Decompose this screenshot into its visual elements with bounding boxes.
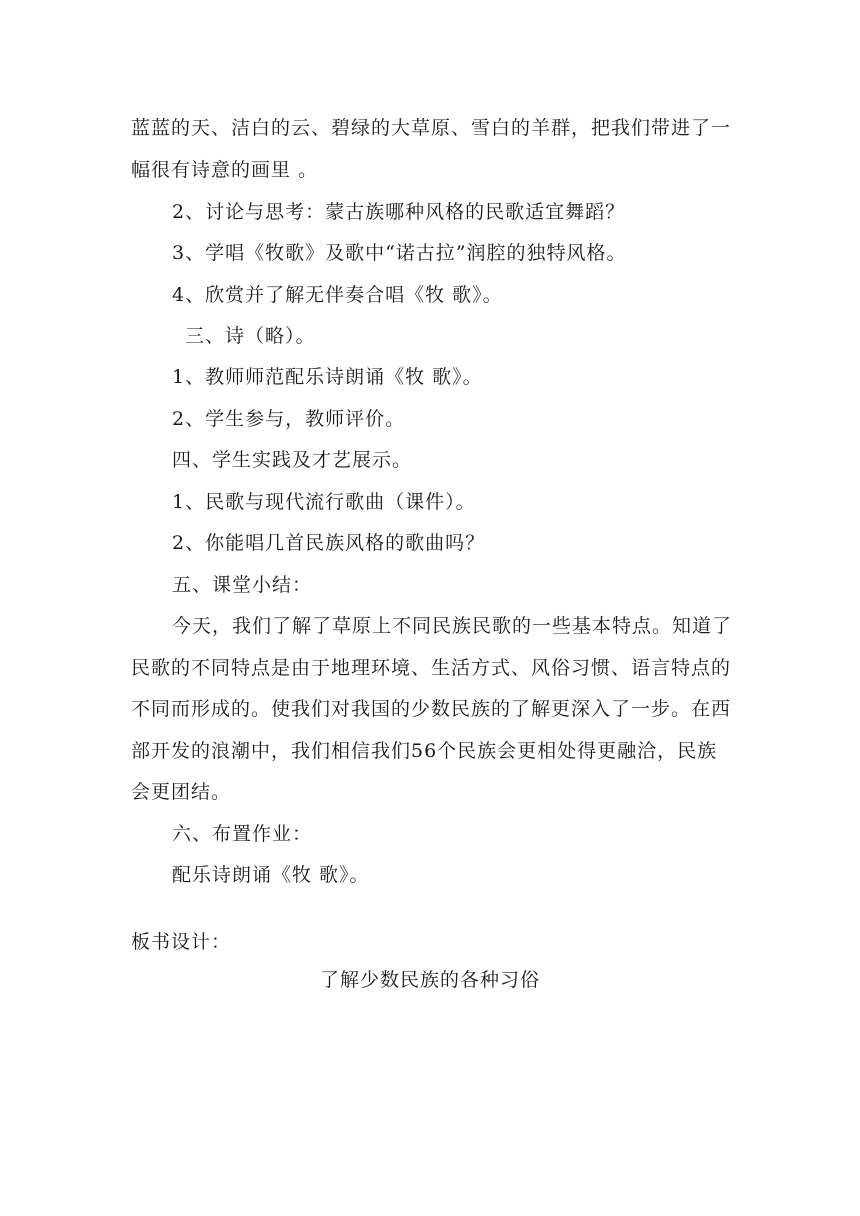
paragraph-line: 幅很有诗意的画里 。 <box>131 159 319 181</box>
list-item: 3、学唱《牧歌》及歌中“诺古拉”润腔的独特风格。 <box>172 242 627 264</box>
paragraph-line: 部开发的浪潮中，我们相信我们56个民族会更相处得更融洽，民族 <box>131 740 718 762</box>
paragraph-line: 蓝蓝的天、洁白的云、碧绿的大草原、雪白的羊群，把我们带进了一 <box>131 117 732 139</box>
list-item: 1、教师师范配乐诗朗诵《牧 歌》。 <box>172 366 483 388</box>
section-heading: 四、学生实践及才艺展示。 <box>172 449 413 471</box>
paragraph-line: 配乐诗朗诵《牧 歌》。 <box>172 864 370 886</box>
section-heading: 五、课堂小结： <box>172 574 313 596</box>
paragraph-line: 民歌的不同特点是由于地理环境、生活方式、风俗习惯、语言特点的 <box>131 657 732 679</box>
paragraph-line: 今天，我们了解了草原上不同民族民歌的一些基本特点。知道了 <box>172 615 733 637</box>
paragraph-line: 不同而形成的。使我们对我国的少数民族的了解更深入了一步。在西 <box>131 698 732 720</box>
board-design-heading: 板书设计： <box>131 931 232 953</box>
board-design-title: 了解少数民族的各种习俗 <box>319 969 540 991</box>
section-heading: 三、诗（略）。 <box>185 325 316 347</box>
list-item: 2、你能唱几首民族风格的歌曲吗？ <box>172 532 486 554</box>
list-item: 4、欣赏并了解无伴奏合唱《牧 歌》。 <box>172 284 503 306</box>
paragraph-line: 会更团结。 <box>131 781 232 803</box>
list-item: 1、民歌与现代流行歌曲（课件）。 <box>172 491 476 513</box>
list-item: 2、学生参与，教师评价。 <box>172 408 406 430</box>
section-heading: 六、布置作业： <box>172 823 313 845</box>
list-item: 2、讨论与思考：蒙古族哪种风格的民歌适宜舞蹈？ <box>172 201 626 223</box>
